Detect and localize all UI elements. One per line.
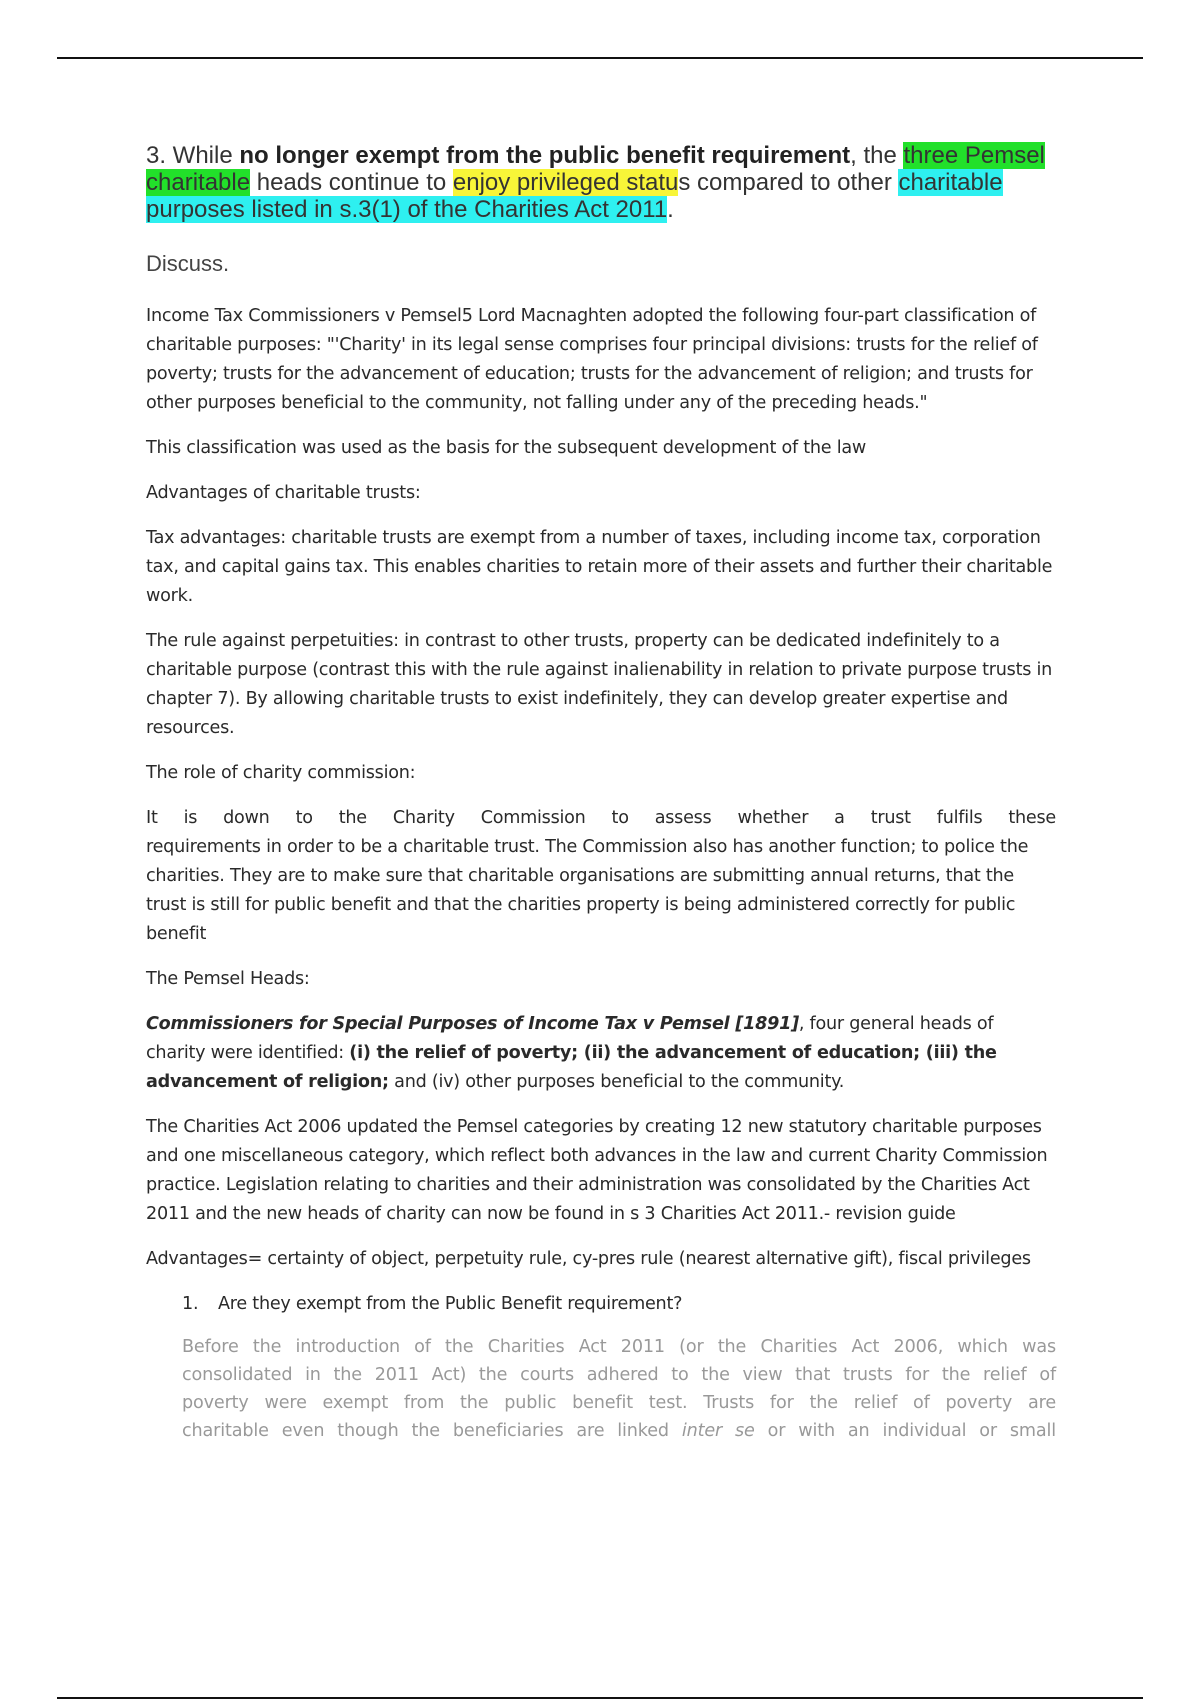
- highlight-yellow: enjoy privileged statu: [452, 169, 679, 196]
- highlight-green: three Pemsel: [903, 142, 1045, 169]
- question-heading: 3. While no longer exempt from the public benefit requirement, the three Pemsel charitable heads continue to enjoy privileged status compared to other charitable purposes listed in s.3(1) of the Charities Act 2011.: [146, 142, 1045, 223]
- paragraph-perpetuities: The rule against perpetuities: in contrast to other trusts, property can be dedicated indefinitely to a charitable purpose (contrast this with the rule against inalienability in relation to private purpose trusts in chapter 7). By allowing charitable trusts to exist indefinitely, they can develop greater expertise and resources.: [146, 631, 1053, 738]
- paragraph-pemsel-case: Commissioners for Special Purposes of Income Tax v Pemsel [1891], four general heads of charity were identified: (i) the relief of poverty; (ii) the advancement of education; (iii) the advancement of religion; and (iv) other purposes beneficial to the community.: [146, 1014, 997, 1092]
- paragraph-charities-act-2006: The Charities Act 2006 updated the Pemsel categories by creating 12 new statutory charitable purposes and one miscellaneous category, which reflect both advances in the law and current Charity Commission practice. Legislation relating to charities and their administration was consolidated by the Charities Act 2011 and the new heads of charity can now be found in s 3 Charities Act 2011.- revision guide: [146, 1117, 1048, 1224]
- paragraph-classification-basis: This classification was used as the basis for the subsequent development of the law: [146, 438, 867, 458]
- paragraph-pemsel-heads-heading: The Pemsel Heads:: [146, 969, 310, 989]
- list-item: [146, 1290, 1056, 1319]
- paragraph-tax-advantages: Tax advantages: charitable trusts are exempt from a number of taxes, including income tax, corporation tax, and capital gains tax. This enables charities to retain more of their assets and further their charitable work.: [146, 528, 1053, 606]
- discuss-label: Discuss.: [146, 251, 230, 276]
- highlight-cyan-2: purposes listed in s.3(1) of the Charities Act 2011: [146, 196, 668, 223]
- list-number: 1.: [182, 1294, 199, 1314]
- highlight-cyan: charitable: [898, 169, 1003, 196]
- paragraph-commission-heading: The role of charity commission:: [146, 763, 416, 783]
- question-prefix: 3. While: [146, 142, 240, 169]
- header-rule: [57, 57, 1143, 59]
- paragraph-advantages-summary: Advantages= certainty of object, perpetuity rule, cy-pres rule (nearest alternative gift), fiscal privileges: [146, 1249, 1031, 1269]
- faded-paragraph: Before the introduction of the Charities Act 2011 (or the Charities Act 2006, which was consolidated in the 2011 Act) the courts adhered to the view that trusts for the relief of poverty were exempt from the public benefit test. Trusts for the relief of poverty are charitable even though the beneficiaries are linked inter se or with an individual or small: [182, 1337, 1057, 1441]
- case-citation: Commissioners for Special Purposes of Income Tax v Pemsel [1891]: [146, 1014, 799, 1034]
- list-item-text: Are they exempt from the Public Benefit requirement?: [218, 1294, 683, 1314]
- paragraph-charity-commission: It is down to the Charity Commission to assess whether a trust fulfils these requirements in order to be a charitable trust. The Commission also has another function; to police the charities. They are to make sure that charitable organisations are submitting annual returns, that the trust is still for public benefit and that the charities property is being administered correctly for public benefit: [146, 808, 1056, 944]
- document-body: [146, 142, 1056, 1445]
- paragraph-pemsel-classification: Income Tax Commissioners v Pemsel5 Lord Macnaghten adopted the following four-part classification of charitable purposes: "'Charity' in its legal sense comprises four principal divisions: trusts for the relief of poverty; trusts for the advancement of education; trusts for the advancement of religion; and trusts for other purposes beneficial to the community, not falling under any of the preceding heads.": [146, 306, 1038, 413]
- question-bold: no longer exempt from the public benefit requirement: [239, 142, 851, 169]
- paragraph-advantages-heading: Advantages of charitable trusts:: [146, 483, 421, 503]
- highlight-green-2: charitable: [146, 169, 251, 196]
- footer-rule: [57, 1697, 1143, 1699]
